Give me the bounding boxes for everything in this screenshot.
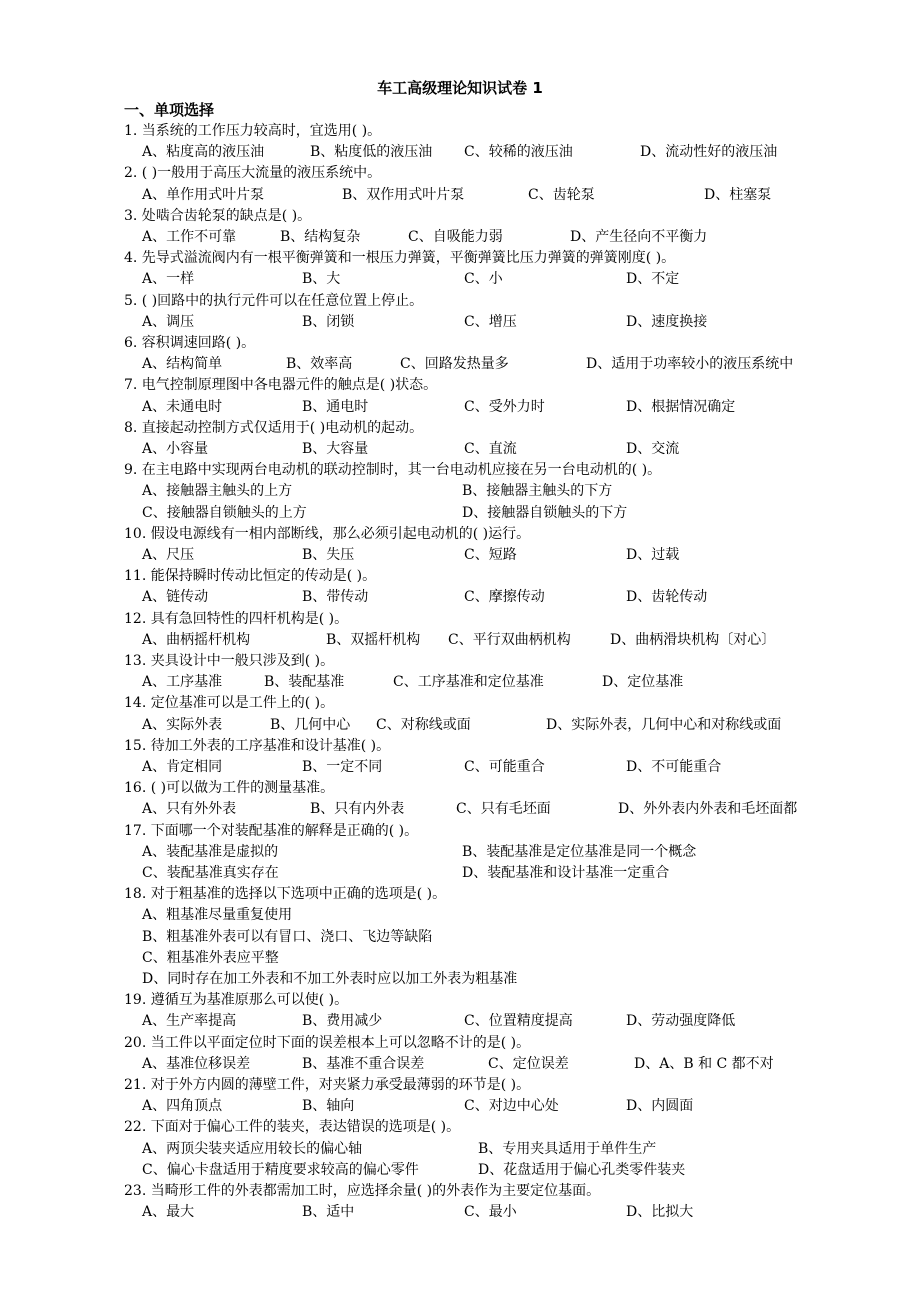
question-17: 17. 下面哪一个对装配基准的解释是正确的( )。: [124, 822, 419, 839]
question-21-option: A、四角顶点: [142, 1098, 223, 1115]
section-heading: 一、单项选择: [124, 101, 215, 119]
question-22-option: A、两顶尖装夹适应用较长的偏心轴: [142, 1140, 363, 1157]
question-17-option: D、装配基准和设计基准一定重合: [462, 865, 670, 881]
question-10-option: A、尺压: [142, 547, 195, 563]
question-15: 15. 待加工外表的工序基准和设计基准( )。: [124, 737, 391, 754]
question-14-option: C、对称线或面: [376, 716, 471, 733]
question-20-option: D、A、B 和 C 都不对: [634, 1055, 774, 1072]
question-5-option: C、增压: [464, 313, 517, 330]
question-21-option: C、对边中心处: [464, 1098, 559, 1115]
question-2-option: A、单作用式叶片泵: [142, 186, 265, 203]
question-18-option: A、粗基准尽量重复使用: [142, 907, 293, 924]
question-9-option: A、接触器主触头的上方: [142, 483, 293, 500]
question-5-option: D、速度换接: [626, 313, 708, 330]
question-8: 8. 直接起动控制方式仅适用于( )电动机的起动。: [124, 419, 424, 436]
question-12-option: B、双摇杆机构: [326, 631, 421, 648]
exam-title: 车工高级理论知识试卷 1: [377, 79, 543, 97]
question-19-option: A、生产率提高: [142, 1013, 237, 1030]
question-12-option: D、曲柄滑块机构〔对心〕: [610, 631, 776, 648]
question-8-option: B、大容量: [302, 441, 369, 457]
question-14: 14. 定位基准可以是工件上的( )。: [124, 695, 335, 712]
question-18-option: D、同时存在加工外表和不加工外表时应以加工外表为粗基准: [142, 971, 518, 987]
question-13-option: A、工序基准: [142, 674, 223, 691]
question-23-option: A、最大: [142, 1204, 195, 1221]
question-22-option: C、偏心卡盘适用于精度要求较高的偏心零件: [142, 1161, 419, 1178]
question-20-option: B、基准不重合误差: [302, 1055, 425, 1072]
question-4-option: A、一样: [142, 271, 195, 288]
question-5-option: A、调压: [142, 313, 195, 330]
question-1-option: D、流动性好的液压油: [640, 144, 778, 161]
question-7: 7. 电气控制原理图中各电器元件的触点是( )状态。: [124, 377, 438, 394]
question-20: 20. 当工件以平面定位时下面的误差根本上可以忽略不计的是( )。: [124, 1034, 531, 1051]
question-7-option: D、根据情况确定: [626, 398, 736, 415]
question-10-option: C、短路: [464, 547, 517, 563]
question-23: 23. 当畸形工件的外表都需加工时，应选择余量( )的外表作为主要定位基面。: [124, 1183, 601, 1199]
question-11-option: A、链传动: [142, 589, 209, 606]
question-4-option: B、大: [302, 271, 341, 288]
question-19-option: C、位置精度提高: [464, 1013, 573, 1030]
question-2-option: B、双作用式叶片泵: [342, 186, 465, 203]
question-20-option: A、基准位移误差: [142, 1055, 251, 1072]
question-21: 21. 对于外方内圆的薄壁工件，对夹紧力承受最薄弱的环节是( )。: [124, 1077, 531, 1093]
question-2-option: C、齿轮泵: [528, 186, 595, 203]
question-5-option: B、闭锁: [302, 313, 355, 330]
question-19-option: D、劳动强度降低: [626, 1013, 736, 1030]
question-16-option: B、只有内外表: [310, 801, 405, 818]
question-1: 1. 当系统的工作压力较高时，宜选用( )。: [124, 123, 382, 139]
question-16-option: D、外外表内外表和毛坯面都: [618, 801, 798, 818]
question-1-option: C、较稀的液压油: [464, 144, 573, 161]
question-4-option: D、不定: [626, 271, 680, 288]
question-7-option: A、未通电时: [142, 398, 223, 415]
question-13-option: D、定位基准: [602, 674, 684, 691]
question-17-option: C、装配基准真实存在: [142, 865, 279, 881]
question-16: 16. ( )可以做为工件的测量基准。: [124, 780, 335, 797]
question-17-option: B、装配基准是定位基准是同一个概念: [462, 843, 697, 860]
question-15-option: D、不可能重合: [626, 759, 722, 775]
question-16-option: A、只有外外表: [142, 801, 237, 818]
question-22-option: B、专用夹具适用于单件生产: [478, 1140, 657, 1157]
question-6: 6. 容积调速回路( )。: [124, 335, 256, 351]
question-4: 4. 先导式溢流阀内有一根平衡弹簧和一根压力弹簧，平衡弹簧比压力弹簧的弹簧刚度( )。: [124, 250, 676, 267]
question-6-option: B、效率高: [286, 356, 353, 373]
question-19-option: B、费用减少: [302, 1013, 383, 1030]
question-12: 12. 具有急回特性的四杆机构是( )。: [124, 610, 349, 627]
question-19: 19. 遵循互为基准原那么可以使( )。: [124, 992, 349, 1009]
question-5: 5. ( )回路中的执行元件可以在任意位置上停止。: [124, 292, 424, 309]
question-18: 18. 对于粗基准的选择以下选项中正确的选项是( )。: [124, 886, 447, 903]
question-8-option: C、直流: [464, 441, 517, 457]
question-22: 22. 下面对于偏心工件的装夹，表达错误的选项是( )。: [124, 1119, 461, 1136]
question-8-option: A、小容量: [142, 441, 209, 457]
question-3-option: B、结构复杂: [280, 229, 361, 245]
question-11: 11. 能保持瞬时传动比恒定的传动是( )。: [124, 568, 377, 585]
question-7-option: B、通电时: [302, 398, 369, 415]
question-2-option: D、柱塞泵: [704, 186, 772, 203]
question-11-option: D、齿轮传动: [626, 589, 708, 606]
question-18-option: B、粗基准外表可以有冒口、浇口、飞边等缺陷: [142, 928, 433, 945]
question-9-option: C、接触器自锁触头的上方: [142, 504, 307, 521]
question-7-option: C、受外力时: [464, 398, 545, 415]
question-13-option: C、工序基准和定位基准: [393, 674, 544, 691]
question-9-option: B、接触器主触头的下方: [462, 483, 613, 500]
question-12-option: C、平行双曲柄机构: [448, 631, 571, 648]
question-17-option: A、装配基准是虚拟的: [142, 843, 279, 860]
question-23-option: C、最小: [464, 1204, 517, 1221]
question-3: 3. 处啮合齿轮泵的缺点是( )。: [124, 207, 312, 224]
question-8-option: D、交流: [626, 441, 680, 457]
question-6-option: D、适用于功率较小的液压系统中: [586, 356, 794, 373]
question-3-option: C、自吸能力弱: [408, 229, 503, 245]
question-6-option: A、结构简单: [142, 356, 223, 373]
question-6-option: C、回路发热量多: [400, 356, 509, 373]
question-14-option: B、几何中心: [270, 716, 351, 733]
question-18-option: C、粗基准外表应平整: [142, 949, 279, 966]
question-13-option: B、装配基准: [264, 674, 345, 691]
question-1-option: B、粘度低的液压油: [310, 144, 433, 161]
question-16-option: C、只有毛坯面: [456, 801, 551, 818]
question-11-option: B、带传动: [302, 589, 369, 606]
question-3-option: D、产生径向不平衡力: [570, 229, 708, 245]
question-12-option: A、曲柄摇杆机构: [142, 631, 251, 648]
question-22-option: D、花盘适用于偏心孔类零件装夹: [478, 1161, 686, 1178]
question-21-option: B、轴向: [302, 1098, 355, 1115]
question-15-option: B、一定不同: [302, 759, 383, 775]
question-23-option: D、比拟大: [626, 1204, 694, 1221]
question-21-option: D、内圆面: [626, 1098, 694, 1115]
question-11-option: C、摩擦传动: [464, 589, 545, 606]
question-10: 10. 假设电源线有一相内部断线，那么必须引起电动机的( )运行。: [124, 525, 531, 542]
question-4-option: C、小: [464, 271, 503, 288]
question-23-option: B、适中: [302, 1204, 355, 1221]
question-2: 2. ( )一般用于高压大流量的液压系统中。: [124, 165, 382, 182]
question-14-option: D、实际外表，几何中心和对称线或面: [546, 716, 782, 733]
question-15-option: A、肯定相同: [142, 759, 223, 775]
question-14-option: A、实际外表: [142, 716, 223, 733]
question-13: 13. 夹具设计中一般只涉及到( )。: [124, 653, 335, 669]
question-1-option: A、粘度高的液压油: [142, 144, 265, 161]
question-9-option: D、接触器自锁触头的下方: [462, 504, 628, 521]
question-9: 9. 在主电路中实现两台电动机的联动控制时，其一台电动机应接在另一台电动机的( )。: [124, 462, 662, 479]
question-20-option: C、定位误差: [488, 1055, 569, 1072]
question-15-option: C、可能重合: [464, 759, 545, 775]
question-10-option: D、过载: [626, 547, 680, 563]
question-3-option: A、工作不可靠: [142, 229, 237, 245]
question-10-option: B、失压: [302, 547, 355, 563]
